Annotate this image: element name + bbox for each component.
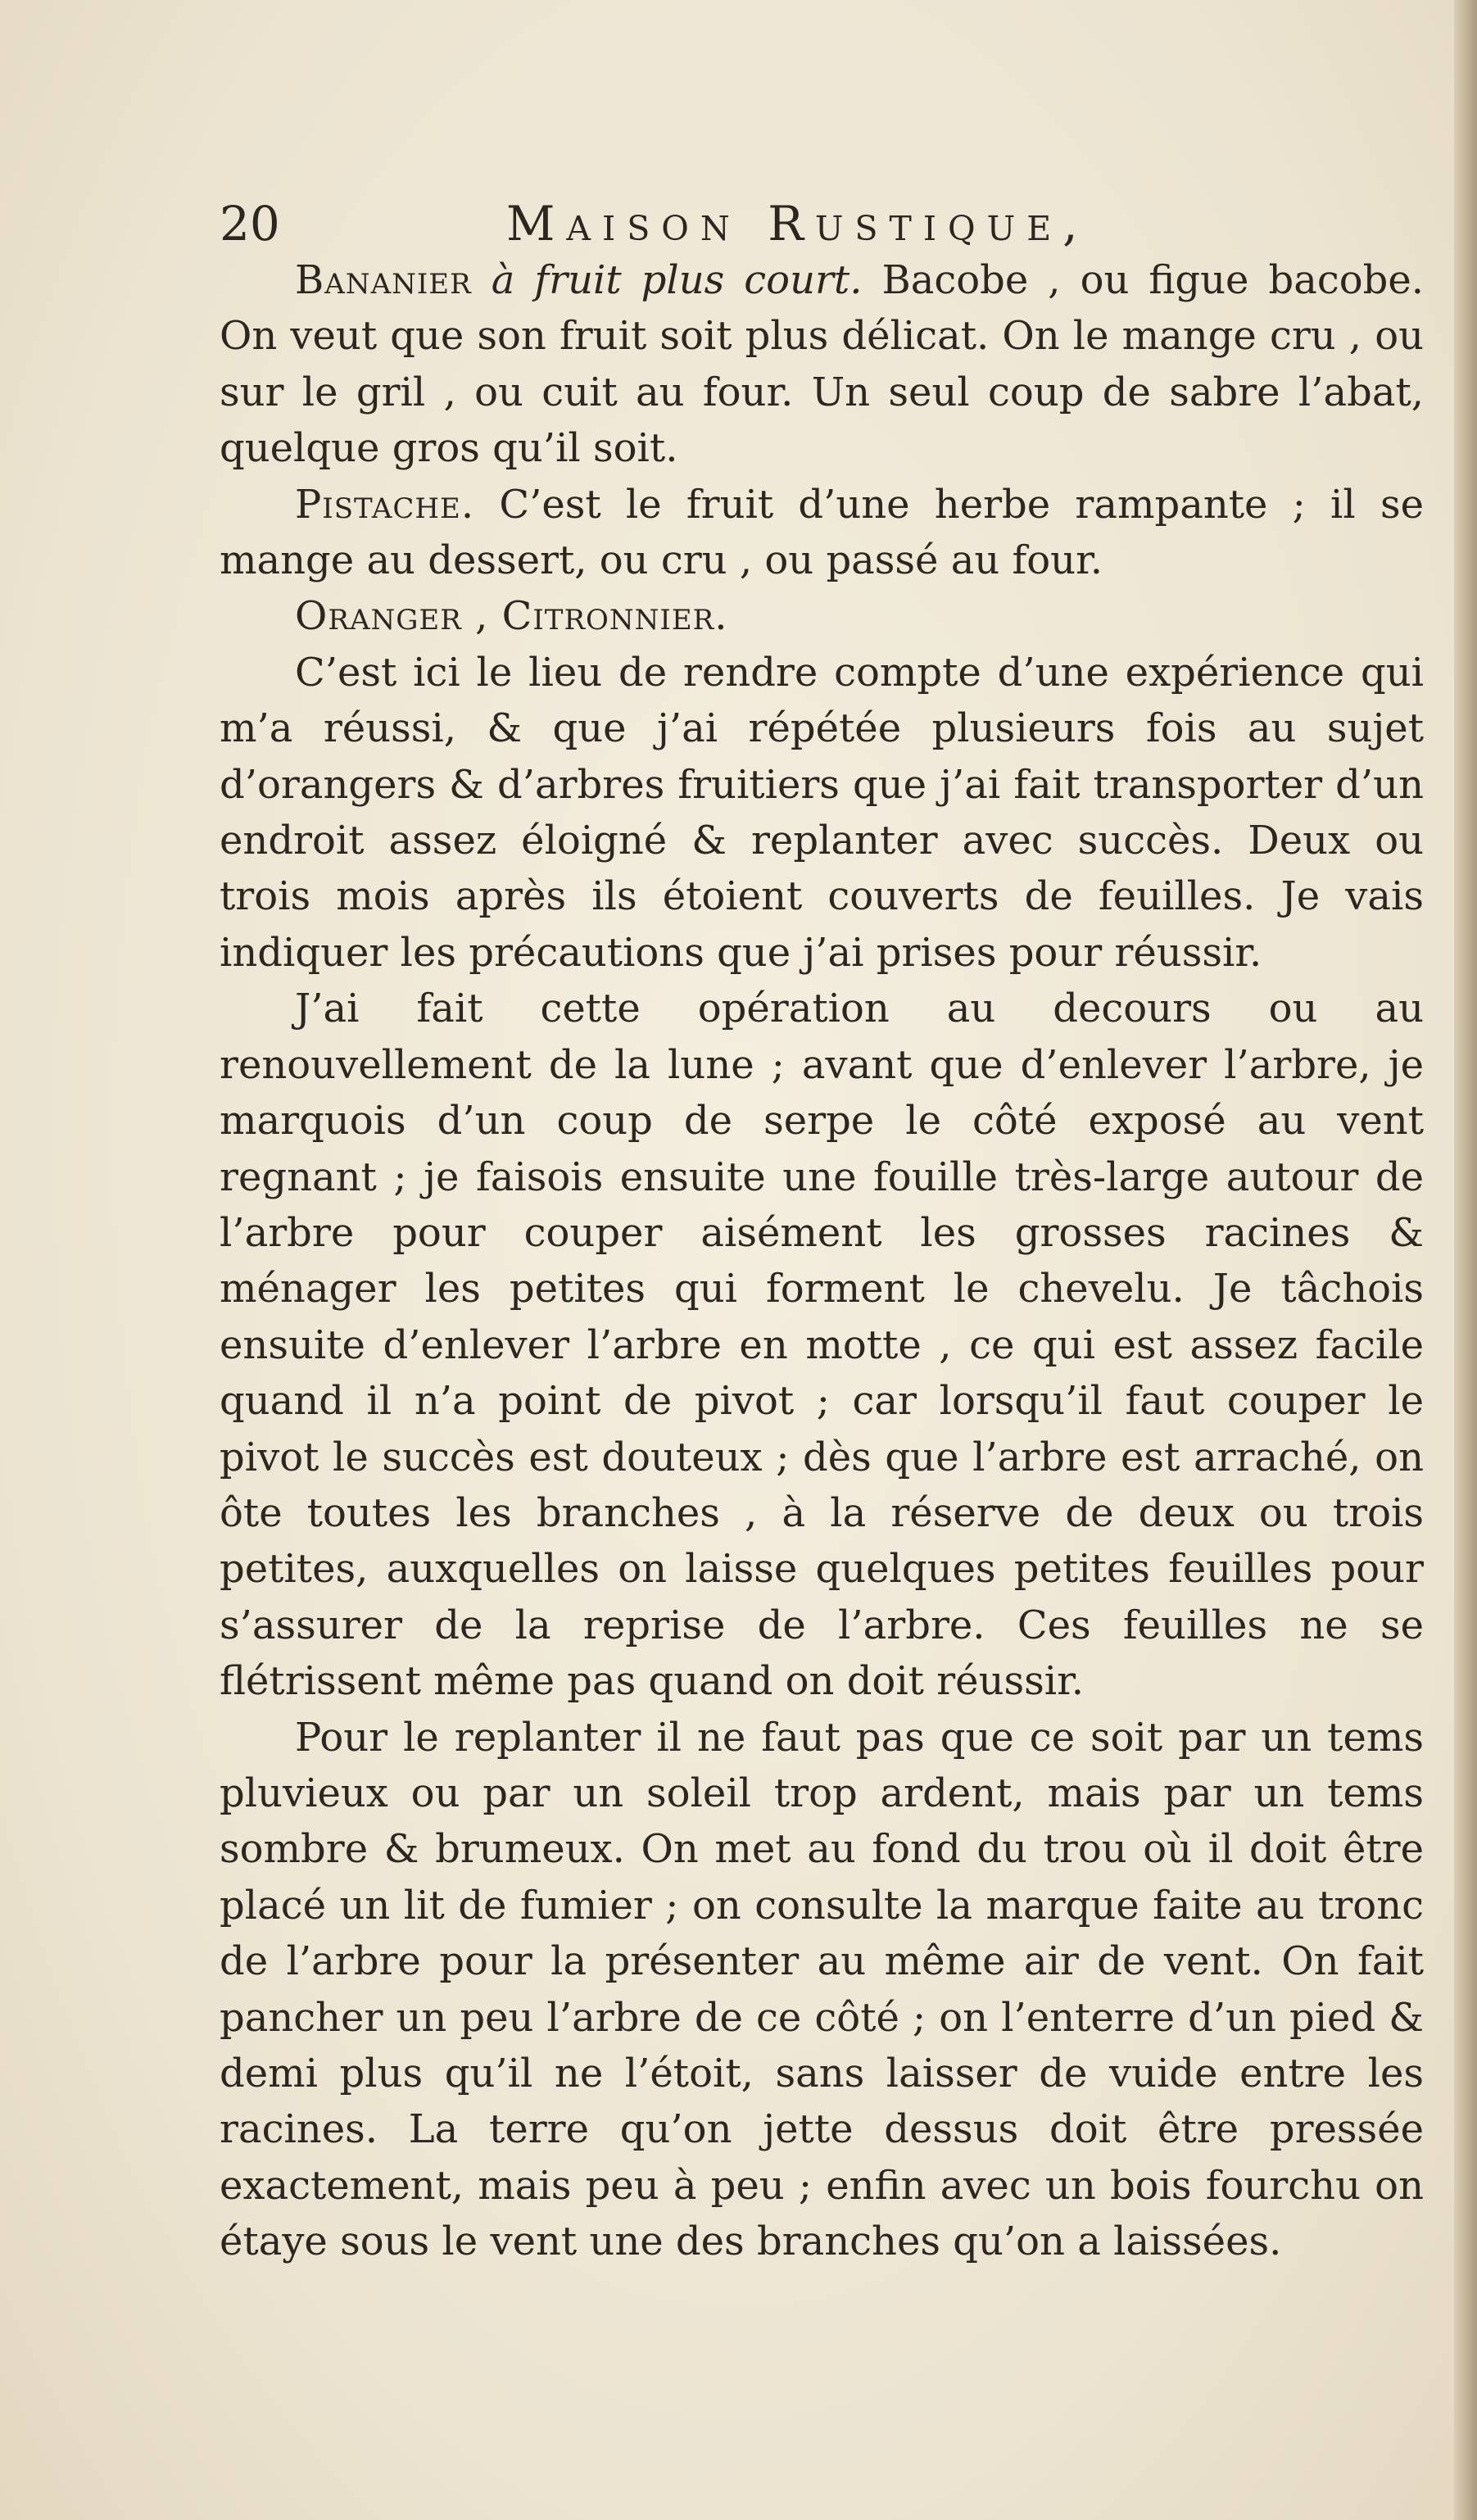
- paragraph-operation: [220, 981, 1424, 1709]
- paragraph-replanter: [220, 1710, 1424, 2270]
- entry-heading: Pistache.: [295, 481, 475, 528]
- entry-heading: Oranger , Citronnier.: [295, 593, 728, 640]
- paragraph-text: Bacobe , ou figue bacobe. On veut que son fruit soit plus délicat. On le mange cru , ou sur le gril , ou cuit au four. Un seul coup de sabre l’abat, quelque gros qu’il soit.: [220, 257, 1424, 472]
- paragraph-bananier: [220, 252, 1424, 477]
- paragraph-experience: [220, 645, 1424, 981]
- paragraph-text: J’ai fait cette opération au decours ou au renouvellement de la lune ; avant que d’enlever l’arbre, je marquois d’un coup de serpe le côté exposé au vent regnant ; je faisois ensuite une fouille très-large autour de l’arbre pour couper aisément les grosses racines & ménager les petites qui forment le chevelu. Je tâchois ensuite d’enlever l’arbre en motte , ce qui est assez facile quand il n’a point de pivot ; car lorsqu’il faut couper le pivot le succès est douteux ; dès que l’arbre est arraché, on ôte toutes les branches , à la réserve de deux ou trois petites, auxquelles on laisse quelques petites feuilles pour s’assurer de la reprise de l’arbre. Ces feuilles ne se flétrissent même pas quand on doit réussir.: [220, 986, 1424, 1705]
- body-text: [220, 252, 1424, 2270]
- page-header: [220, 187, 1424, 261]
- page-number: 20: [220, 196, 280, 252]
- entry-heading-italic: à fruit plus court.: [471, 257, 863, 303]
- paragraph-oranger: [220, 588, 1424, 644]
- paragraph-text: C’est ici le lieu de rendre compte d’une expérience qui m’a réussi, & que j’ai répétée plusieurs fois au sujet d’orangers & d’arbres fruitiers que j’ai fait transporter d’un endroit assez éloigné & replanter avec succès. Deux ou trois mois après ils étoient couverts de feuilles. Je vais indiquer les précautions que j’ai prises pour réussir.: [220, 649, 1424, 976]
- entry-heading: Bananier: [295, 257, 472, 303]
- paragraph-pistache: [220, 477, 1424, 589]
- running-title: Maison Rustique,: [506, 196, 1090, 252]
- paragraph-text: Pour le replanter il ne faut pas que ce soit par un tems pluvieux ou par un soleil trop ardent, mais par un tems sombre & brumeux. On met au fond du trou où il doit être placé un lit de fumier ; on consulte la marque faite au tronc de l’arbre pour la présenter au même air de vent. On fait pancher un peu l’arbre de ce côté ; on l’enterre d’un pied & demi plus qu’il ne l’étoit, sans laisser de vuide entre les racines. La terre qu’on jette dessus doit être pressée exactement, mais peu à peu ; enfin avec un bois fourchu on étaye sous le vent une des branches qu’on a laissées.: [220, 1714, 1424, 2265]
- paragraph-text: C’est le fruit d’une herbe rampante ; il se mange au dessert, ou cru , ou passé au four.: [220, 481, 1424, 584]
- page-spine-shadow: [1454, 0, 1477, 2520]
